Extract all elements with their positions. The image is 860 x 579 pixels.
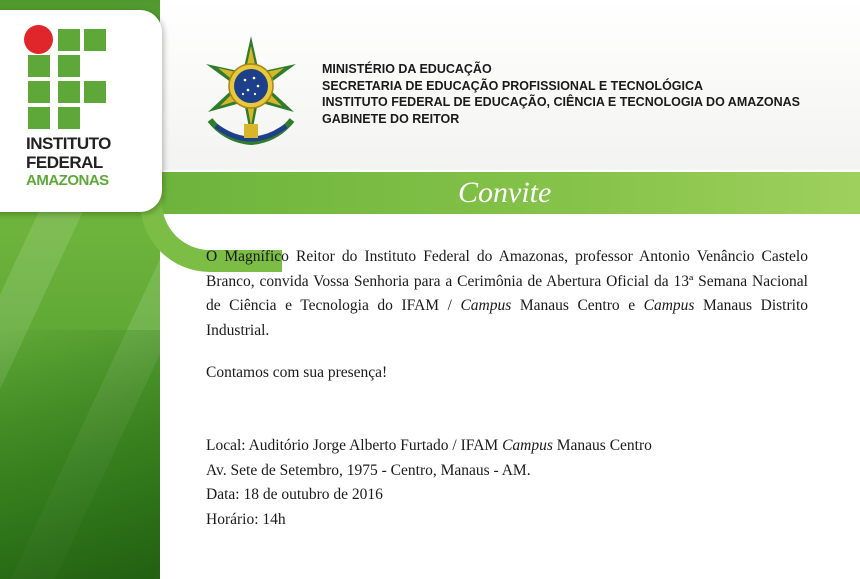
office-name: GABINETE DO REITOR — [322, 111, 460, 126]
invitation-body — [206, 245, 808, 343]
ifam-logo — [0, 10, 162, 212]
logo-line-federal: FEDERAL — [26, 153, 103, 172]
closing-text: Contamos com sua presença! — [206, 364, 388, 381]
invitation-text-3: Manaus Distrito Industrial. — [206, 297, 809, 339]
logo-red-dot — [24, 25, 53, 54]
event-details — [206, 434, 652, 532]
invitation-text-2: Manaus Centro e — [511, 297, 644, 314]
left-dark-gradient — [0, 330, 170, 579]
event-date: Data: 18 de outubro de 2016 — [206, 486, 383, 503]
invitation-text-1: O Magnífico Reitor do Instituto Federal do Amazonas, professor Antonio Venâncio Castelo Branco, convida Vossa Senhoria para a Cerimônia de Abertura Oficial da 13ª Semana Nacional de Ciência e Tecnologia do IFAM / — [206, 248, 808, 314]
logo-line-amazonas: AMAZONAS — [26, 172, 109, 189]
event-location: Local: Auditório Jorge Alberto Furtado / IFAM Campus Manaus Centro — [206, 437, 652, 454]
institution-header — [322, 61, 800, 127]
event-address: Av. Sete de Setembro, 1975 - Centro, Manaus - AM. — [206, 461, 531, 479]
brazil-coat-of-arms-icon — [196, 34, 306, 152]
invitation-campus-2: Campus — [643, 297, 695, 314]
invitation-campus-1: Campus — [460, 297, 512, 314]
logo-line-instituto: INSTITUTO — [26, 134, 111, 153]
ministry-name: MINISTÉRIO DA EDUCAÇÃO — [322, 62, 492, 76]
institute-name: INSTITUTO FEDERAL DE EDUCAÇÃO, CIÊNCIA E TECNOLOGIA DO AMAZONAS — [322, 95, 801, 109]
secretariat-name: SECRETARIA DE EDUCAÇÃO PROFISSIONAL E TECNOLÓGICA — [322, 78, 704, 93]
event-time: Horário: 14h — [206, 510, 286, 528]
invitation-title: Convite — [458, 176, 552, 209]
